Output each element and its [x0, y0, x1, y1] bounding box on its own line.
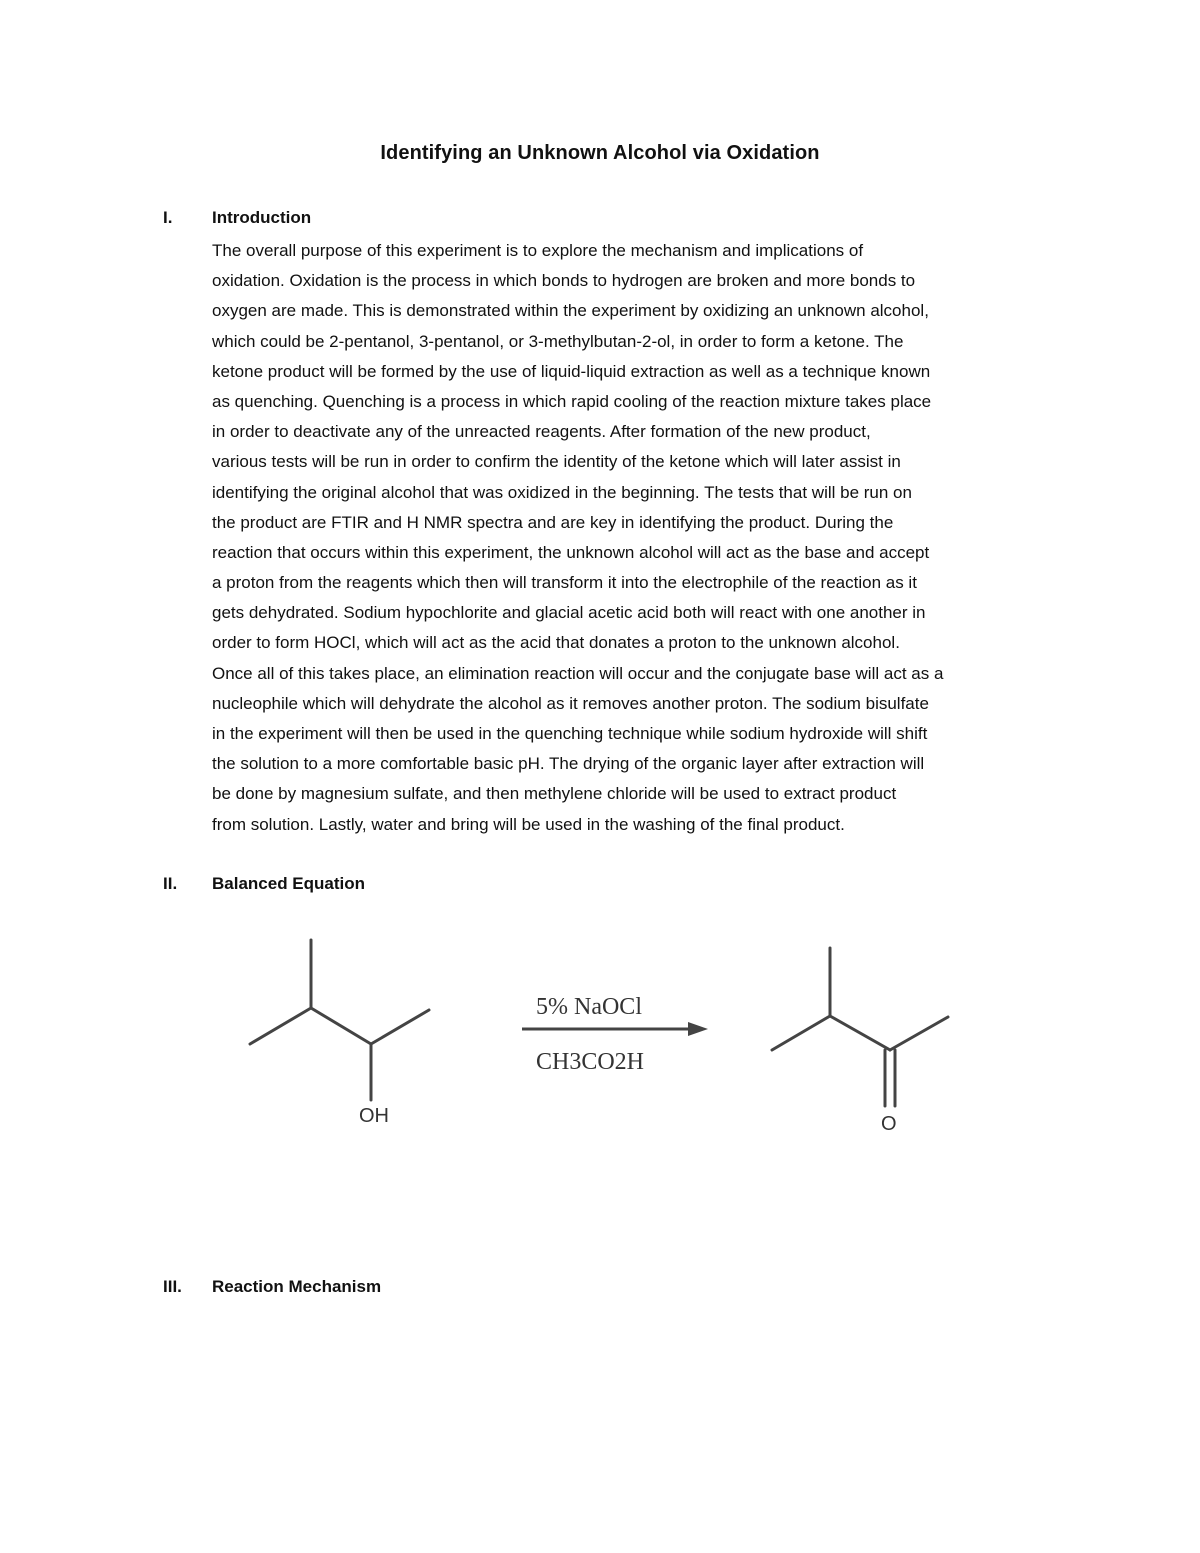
paragraph-line: as quenching. Quenching is a process in which rapid cooling of the reaction mixture takes place — [212, 391, 932, 411]
paragraph-line: which could be 2-pentanol, 3-pentanol, or 3-methylbutan-2-ol, in order to form a ketone. The — [212, 331, 904, 351]
paragraph-line: in the experiment will then be used in the quenching technique while sodium hydroxide will shift — [212, 724, 928, 743]
bond — [890, 1017, 948, 1050]
reaction-equation-figure — [240, 930, 960, 1140]
reactant-structure — [250, 940, 429, 1127]
section-heading-reaction-mechanism: Reaction Mechanism — [212, 1277, 382, 1296]
bond — [250, 1008, 311, 1044]
bond — [772, 1016, 830, 1050]
paragraph-line: the product are FTIR and H NMR spectra and are key in identifying the product. During the — [212, 512, 894, 532]
paragraph-line: gets dehydrated. Sodium hypochlorite and glacial acetic acid both will react with one another in — [212, 603, 926, 623]
section-number-1: I. — [163, 208, 173, 227]
paragraph-line: be done by magnesium sulfate, and then methylene chloride will be used to extract product — [212, 784, 897, 804]
carbonyl-oxygen-label: O — [881, 1113, 897, 1135]
paragraph-line: in order to deactivate any of the unreacted reagents. After formation of the new product, — [212, 422, 871, 442]
paragraph-line: the solution to a more comfortable basic pH. The drying of the organic layer after extraction will — [212, 754, 925, 774]
section-heading-introduction: Introduction — [212, 208, 312, 227]
paragraph-line: nucleophile which will dehydrate the alcohol as it removes another proton. The sodium bisulfate — [212, 693, 929, 713]
reagent-top-label: 5% NaOCl — [536, 994, 642, 1020]
bond — [371, 1010, 429, 1044]
paragraph-line: order to form HOCl, which will act as the acid that donates a proton to the unknown alcohol. — [212, 633, 900, 653]
paragraph-line: ketone product will be formed by the use of liquid-liquid extraction as well as a technique known — [212, 361, 931, 381]
arrow-head — [688, 1022, 708, 1036]
section-number-2: II. — [163, 874, 178, 893]
paragraph-line: from solution. Lastly, water and bring will be used in the washing of the final product. — [212, 814, 845, 834]
bond — [311, 1008, 371, 1044]
product-structure — [772, 948, 948, 1135]
bond — [830, 1016, 890, 1050]
paragraph-line: oxygen are made. This is demonstrated within the experiment by oxidizing an unknown alcohol, — [212, 301, 929, 321]
paragraph-line: Once all of this takes place, an elimination reaction will occur and the conjugate base will act as a — [212, 663, 944, 683]
section-heading-balanced-equation: Balanced Equation — [212, 874, 366, 893]
paragraph-line: reaction that occurs within this experiment, the unknown alcohol will act as the base and accept — [212, 542, 930, 562]
paragraph-line: The overall purpose of this experiment is to explore the mechanism and implications of — [212, 241, 864, 260]
hydroxyl-label: OH — [359, 1105, 389, 1127]
section-number-3: III. — [163, 1277, 182, 1296]
introduction-paragraph — [212, 236, 1072, 840]
paragraph-line: a proton from the reagents which then will transform it into the electrophile of the reaction as it — [212, 573, 917, 593]
paragraph-line: various tests will be run in order to confirm the identity of the ketone which will later assist in — [212, 452, 901, 472]
reagent-bottom-label: CH3CO2H — [536, 1049, 645, 1075]
page-title: Identifying an Unknown Alcohol via Oxidation — [380, 142, 820, 164]
paragraph-line: oxidation. Oxidation is the process in which bonds to hydrogen are broken and more bonds to — [212, 271, 916, 291]
paragraph-line: identifying the original alcohol that was oxidized in the beginning. The tests that will be run on — [212, 482, 912, 502]
reaction-scheme — [240, 930, 960, 1140]
reaction-arrow-group — [522, 994, 708, 1075]
